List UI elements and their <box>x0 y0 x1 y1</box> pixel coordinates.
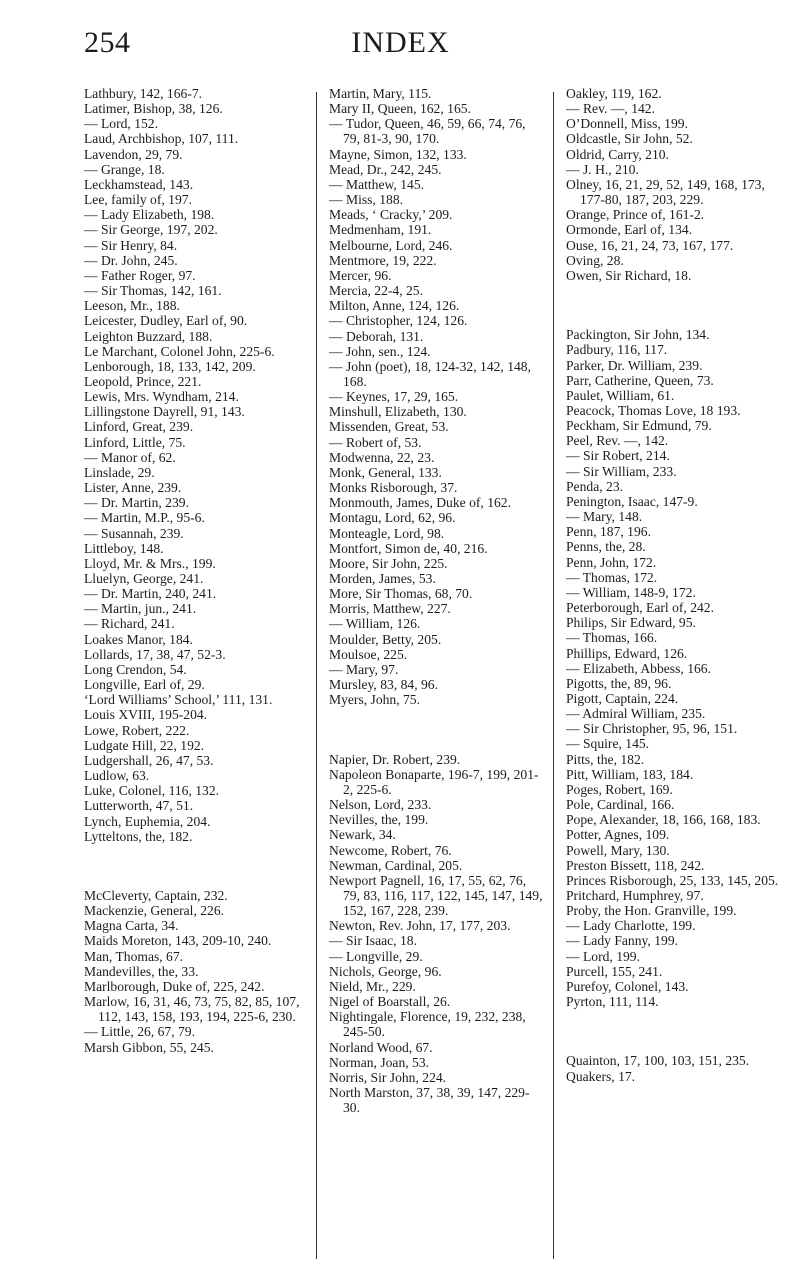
index-entry: — Lady Elizabeth, 198. <box>84 207 215 223</box>
index-column-1 <box>84 86 306 1055</box>
index-entry: Oldrid, Carry, 210. <box>566 146 669 162</box>
index-entry: Nelson, Lord, 233. <box>329 797 432 813</box>
index-entry: Newark, 34. <box>329 827 396 843</box>
index-entry: Napier, Dr. Robert, 239. <box>329 751 461 767</box>
index-entry: Lynch, Euphemia, 204. <box>84 813 211 829</box>
index-entry: Mursley, 83, 84, 96. <box>329 677 438 693</box>
index-entry: Monks Risborough, 37. <box>329 480 458 496</box>
index-entry: Penington, Isaac, 147-9. <box>566 493 698 509</box>
index-entry: — Dr. Martin, 239. <box>84 495 189 511</box>
index-entry: Moulder, Betty, 205. <box>329 631 442 647</box>
page-header <box>0 26 801 66</box>
index-entry: Princes Risborough, 25, 133, 145, 205. <box>566 872 779 888</box>
index-entry: Lowe, Robert, 222. <box>84 722 190 738</box>
index-entry: — Martin, jun., 241. <box>84 601 197 617</box>
index-entry: Modwenna, 22, 23. <box>329 449 435 465</box>
index-entry: Newman, Cardinal, 205. <box>329 857 463 873</box>
index-entry: Nigel of Boarstall, 26. <box>329 994 451 1010</box>
section-gap <box>566 1023 784 1040</box>
index-entry: Paulet, William, 61. <box>566 387 675 403</box>
index-entry: McCleverty, Captain, 232. <box>84 888 228 903</box>
index-entry: Peckham, Sir Edmund, 79. <box>566 418 712 434</box>
index-entry: Nichols, George, 96. <box>329 963 442 979</box>
index-entry: Nevilles, the, 199. <box>329 812 429 828</box>
index-entry: Mayne, Simon, 132, 133. <box>329 146 467 162</box>
index-entry: Purcell, 155, 241. <box>566 963 663 979</box>
index-entry: Nield, Mr., 229. <box>329 978 416 994</box>
column-divider <box>553 92 554 1259</box>
index-entry: Morris, Matthew, 227. <box>329 601 451 617</box>
index-entry: — Lady Fanny, 199. <box>566 933 679 949</box>
index-entry: Montfort, Simon de, 40, 216. <box>329 540 488 556</box>
index-entry: Oakley, 119, 162. <box>566 86 662 101</box>
index-entry: Penda, 23. <box>566 478 624 494</box>
index-entry: Meads, ‘ Cracky,’ 209. <box>329 207 453 223</box>
index-entry: Louis XVIII, 195-204. <box>84 707 208 723</box>
index-entry: Pole, Cardinal, 166. <box>566 797 675 813</box>
index-entry: — Manor of, 62. <box>84 449 176 465</box>
index-entry: Milton, Anne, 124, 126. <box>329 298 460 314</box>
index-entry: Lluelyn, George, 241. <box>84 571 204 586</box>
index-entry: Leighton Buzzard, 188. <box>84 328 213 344</box>
index-entry: Penn, 187, 196. <box>566 524 651 540</box>
index-entry: — Grange, 18. <box>84 161 165 177</box>
index-entry: Lollards, 17, 38, 47, 52-3. <box>84 646 226 662</box>
index-entry: ‘Lord Williams’ School,’ 111, 131. <box>84 692 273 708</box>
index-entry: Pope, Alexander, 18, 166, 168, 183. <box>566 812 761 828</box>
index-entry: Oving, 28. <box>566 252 624 268</box>
index-entry: Pitt, William, 183, 184. <box>566 766 694 782</box>
index-entry: Man, Thomas, 67. <box>84 948 184 964</box>
index-entry: Mandevilles, the, 33. <box>84 963 199 979</box>
index-entry: Penns, the, 28. <box>566 539 646 555</box>
index-entry: — Sir Henry, 84. <box>84 237 178 253</box>
index-entry: Marlow, 16, 31, 46, 73, 75, 82, 85, 107, 112, 143, 158, 193, 194, 225-6, 230. <box>84 994 300 1025</box>
index-entry: — Little, 26, 67, 79. <box>84 1024 196 1040</box>
index-entry: Penn, John, 172. <box>566 554 657 570</box>
index-entry: Peterborough, Earl of, 242. <box>566 600 714 616</box>
index-entry: Potter, Agnes, 109. <box>566 827 670 843</box>
index-entry: Ludgate Hill, 22, 192. <box>84 737 205 753</box>
index-entry: — J. H., 210. <box>566 161 639 177</box>
index-entry: Lavendon, 29, 79. <box>84 146 183 162</box>
index-entry: Magna Carta, 34. <box>84 918 179 934</box>
index-entry: — Mary, 148. <box>566 509 643 525</box>
index-entry: Peel, Rev. —, 142. <box>566 433 669 449</box>
index-entry: — Tudor, Queen, 46, 59, 66, 74, 76, 79, 81-3, 90, 170. <box>329 116 526 147</box>
index-entry: Ludlow, 63. <box>84 768 150 784</box>
index-entry: Maids Moreton, 143, 209-10, 240. <box>84 933 272 949</box>
index-entry: Olney, 16, 21, 29, 52, 149, 168, 173, 177-80, 187, 203, 229. <box>566 176 765 208</box>
index-entry: — Sir Robert, 214. <box>566 448 670 464</box>
index-entry: Lewis, Mrs. Wyndham, 214. <box>84 389 239 405</box>
index-entry: Morden, James, 53. <box>329 571 436 586</box>
index-entry: Mercia, 22-4, 25. <box>329 283 423 299</box>
page-title: INDEX <box>351 26 450 59</box>
index-entry: Newport Pagnell, 16, 17, 55, 62, 76, 79, 83, 116, 117, 122, 145, 147, 149, 152, 167, 228, 239. <box>329 872 543 919</box>
index-entry: Orange, Prince of, 161-2. <box>566 207 705 223</box>
index-entry: Le Marchant, Colonel John, 225-6. <box>84 343 275 359</box>
index-entry: Marsh Gibbon, 55, 245. <box>84 1039 214 1055</box>
index-entry: — Lord, 152. <box>84 116 159 132</box>
index-entry: — John (poet), 18, 124-32, 142, 148, 168. <box>329 358 532 389</box>
index-entry: Proby, the Hon. Granville, 199. <box>566 903 737 919</box>
index-entry: — Longville, 29. <box>329 948 423 964</box>
index-entry: Leicester, Dudley, Earl of, 90. <box>84 313 248 329</box>
index-entry: — Deborah, 131. <box>329 328 424 344</box>
index-entry: Moore, Sir John, 225. <box>329 555 448 571</box>
index-entry: Preston Bissett, 118, 242. <box>566 857 705 873</box>
index-entry: — William, 148-9, 172. <box>566 584 696 600</box>
index-entry: — Dr. John, 245. <box>84 252 178 268</box>
index-entry: Longville, Earl of, 29. <box>84 677 205 693</box>
index-entry: Lenborough, 18, 133, 142, 209. <box>84 358 256 374</box>
index-entry: Norland Wood, 67. <box>329 1039 433 1055</box>
index-entry: — Thomas, 166. <box>566 630 658 646</box>
index-entry: Owen, Sir Richard, 18. <box>566 267 692 283</box>
index-entry: Latimer, Bishop, 38, 126. <box>84 101 223 117</box>
index-entry: Ouse, 16, 21, 24, 73, 167, 177. <box>566 237 734 253</box>
index-entry: — Richard, 241. <box>84 616 175 632</box>
index-entry: Lister, Anne, 239. <box>84 480 182 496</box>
index-entry: — Matthew, 145. <box>329 176 425 192</box>
index-entry: Quakers, 17. <box>566 1068 636 1084</box>
index-entry: — Martin, M.P., 95-6. <box>84 510 205 526</box>
index-entry: Lloyd, Mr. & Mrs., 199. <box>84 555 216 571</box>
index-entry: Poges, Robert, 169. <box>566 781 673 797</box>
index-entry: Padbury, 116, 117. <box>566 342 668 358</box>
index-entry: Marlborough, Duke of, 225, 242. <box>84 978 265 994</box>
index-entry: — Rev. —, 142. <box>566 101 655 117</box>
index-entry: — Squire, 145. <box>566 736 650 752</box>
index-entry: Ormonde, Earl of, 134. <box>566 222 693 238</box>
index-entry: — Sir Isaac, 18. <box>329 933 417 949</box>
index-entry: Lathbury, 142, 166-7. <box>84 86 203 101</box>
index-entry: Purefoy, Colonel, 143. <box>566 978 689 994</box>
index-entry: More, Sir Thomas, 68, 70. <box>329 586 473 602</box>
index-entry: Leeson, Mr., 188. <box>84 298 180 314</box>
index-entry: Pritchard, Humphrey, 97. <box>566 888 704 903</box>
index-column-3 <box>566 86 784 1084</box>
index-entry: Lytteltons, the, 182. <box>84 828 193 844</box>
section-gap <box>84 857 306 874</box>
index-entry: Lee, family of, 197. <box>84 192 192 208</box>
index-entry: Nightingale, Florence, 19, 232, 238, 245-50. <box>329 1009 526 1040</box>
index-entry: Mary II, Queen, 162, 165. <box>329 101 471 117</box>
index-entry: Lutterworth, 47, 51. <box>84 798 194 814</box>
column-divider <box>316 92 317 1259</box>
index-entry: Quainton, 17, 100, 103, 151, 235. <box>566 1053 750 1069</box>
index-entry: — Christopher, 124, 126. <box>329 313 468 329</box>
index-entry: — William, 126. <box>329 616 421 632</box>
index-column-2 <box>329 86 545 1115</box>
index-entry: Oldcastle, Sir John, 52. <box>566 131 693 147</box>
index-entry: Pigott, Captain, 224. <box>566 690 679 706</box>
index-entry: Newton, Rev. John, 17, 177, 203. <box>329 918 511 934</box>
index-entry: Newcome, Robert, 76. <box>329 842 452 858</box>
index-entry: Montagu, Lord, 62, 96. <box>329 510 456 526</box>
index-entry: Pigotts, the, 89, 96. <box>566 675 672 691</box>
index-entry: — Mary, 97. <box>329 661 399 677</box>
index-entry: Minshull, Elizabeth, 130. <box>329 404 467 420</box>
index-entry: Pitts, the, 182. <box>566 751 645 767</box>
index-entry: Myers, John, 75. <box>329 692 421 708</box>
index-entry: Packington, Sir John, 134. <box>566 327 710 343</box>
index-entry: Philips, Sir Edward, 95. <box>566 615 696 631</box>
index-entry: — Sir Christopher, 95, 96, 151. <box>566 721 738 737</box>
index-entry: Littleboy, 148. <box>84 540 164 556</box>
index-entry: Parr, Catherine, Queen, 73. <box>566 372 714 388</box>
index-entry: Lillingstone Dayrell, 91, 143. <box>84 404 245 420</box>
index-entry: — Lady Charlotte, 199. <box>566 918 696 934</box>
index-entry: Luke, Colonel, 116, 132. <box>84 783 220 799</box>
index-entry: Ludgershall, 26, 47, 53. <box>84 752 214 768</box>
index-entry: — Susannah, 239. <box>84 525 184 541</box>
index-entry: Melbourne, Lord, 246. <box>329 237 453 253</box>
index-entry: Monk, General, 133. <box>329 464 442 480</box>
index-entry: Loakes Manor, 184. <box>84 631 193 647</box>
index-entry: — Keynes, 17, 29, 165. <box>329 389 459 405</box>
index-entry: Monteagle, Lord, 98. <box>329 525 445 541</box>
index-entry: Linford, Great, 239. <box>84 419 194 435</box>
index-entry: Peacock, Thomas Love, 18 193. <box>566 403 741 418</box>
index-entry: — Miss, 188. <box>329 192 404 208</box>
index-entry: — Robert of, 53. <box>329 434 422 450</box>
index-entry: Linford, Little, 75. <box>84 434 186 450</box>
index-entry: — Thomas, 172. <box>566 569 658 585</box>
index-entry: — John, sen., 124. <box>329 343 431 359</box>
index-entry: Mackenzie, General, 226. <box>84 903 225 919</box>
index-entry: Pyrton, 111, 114. <box>566 994 659 1010</box>
index-entry: Mentmore, 19, 222. <box>329 252 437 268</box>
index-entry: Leckhamstead, 143. <box>84 176 194 192</box>
index-entry: — Sir George, 197, 202. <box>84 222 218 238</box>
index-entry: Moulsoe, 225. <box>329 646 408 662</box>
index-entry: Medmenham, 191. <box>329 222 432 238</box>
index-entry: — Lord, 199. <box>566 948 641 964</box>
index-entry: Mercer, 96. <box>329 267 392 283</box>
index-entry: Powell, Mary, 130. <box>566 842 670 858</box>
index-entry: — Father Roger, 97. <box>84 267 196 283</box>
index-entry: North Marston, 37, 38, 39, 147, 229-30. <box>329 1085 530 1116</box>
index-entry: Phillips, Edward, 126. <box>566 645 688 661</box>
index-entry: Norris, Sir John, 224. <box>329 1069 447 1085</box>
index-entry: Long Crendon, 54. <box>84 661 187 677</box>
index-entry: Laud, Archbishop, 107, 111. <box>84 131 239 147</box>
index-entry: — Sir Thomas, 142, 161. <box>84 283 222 299</box>
page-number: 254 <box>84 26 131 59</box>
index-entry: Napoleon Bonaparte, 196-7, 199, 201-2, 225-6. <box>329 766 539 797</box>
index-entry: Missenden, Great, 53. <box>329 419 449 435</box>
section-gap <box>329 721 545 738</box>
index-entry: — Sir William, 233. <box>566 463 677 479</box>
index-entry: — Dr. Martin, 240, 241. <box>84 586 217 602</box>
index-entry: — Elizabeth, Abbess, 166. <box>566 660 711 676</box>
index-entry: Norman, Joan, 53. <box>329 1054 430 1070</box>
index-entry: Leopold, Prince, 221. <box>84 373 202 389</box>
index-entry: Mead, Dr., 242, 245. <box>329 161 442 177</box>
index-entry: Martin, Mary, 115. <box>329 86 432 101</box>
index-entry: O’Donnell, Miss, 199. <box>566 116 688 132</box>
index-entry: Parker, Dr. William, 239. <box>566 357 703 373</box>
index-entry: Monmouth, James, Duke of, 162. <box>329 495 511 511</box>
section-gap <box>566 297 784 314</box>
index-entry: — Admiral William, 235. <box>566 706 706 722</box>
index-entry: Linslade, 29. <box>84 464 155 480</box>
